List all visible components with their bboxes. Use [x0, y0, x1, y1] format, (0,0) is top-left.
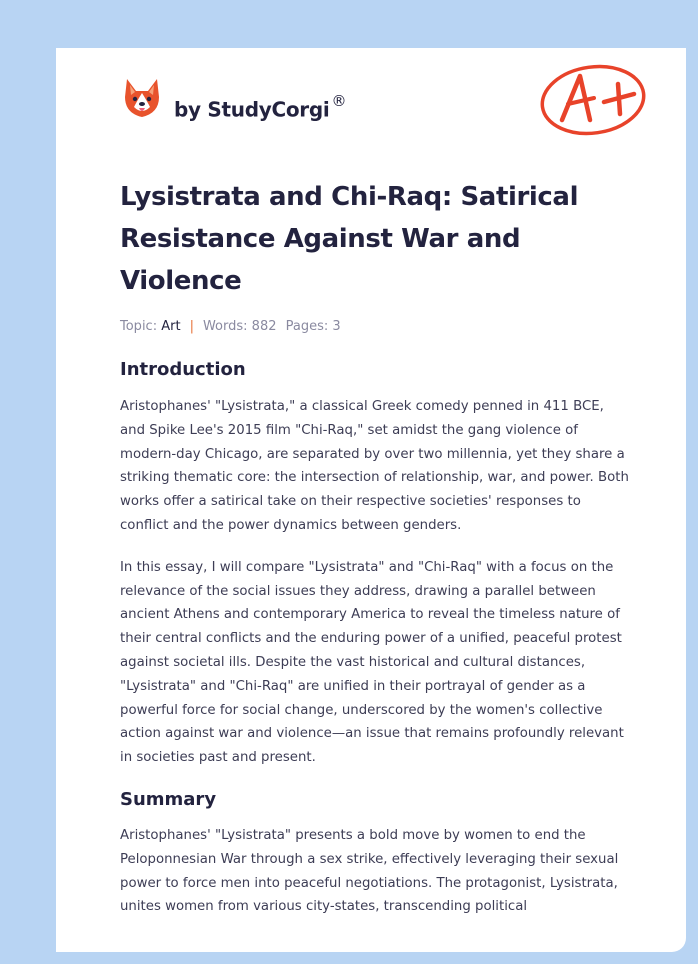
- header: [56, 48, 686, 158]
- topic-label: Topic:: [120, 319, 158, 334]
- document-content: [120, 176, 632, 919]
- document-meta: [120, 319, 632, 334]
- words-count: 882: [251, 319, 277, 334]
- paragraph: Aristophanes' "Lysistrata" presents a bold move by women to end the Peloponnesian War through a sex strike, effectively leveraging their sexual power to force men into peaceful negotiations. The protagonist, Lysistrata, unites women from various city-states, transcending political: [120, 827, 619, 915]
- trademark-symbol: ®: [331, 92, 347, 110]
- paragraph: Aristophanes' "Lysistrata," a classical Greek comedy penned in 411 BCE, and Spike Lee's 2015 film "Chi-Raq," set amidst the gang violence of modern-day Chicago, are separated by over two millennia, yet they share a striking thematic core: the intersection of relationship, war, and power. Both works offer a satirical take on their respective societies' responses to conflict and the power dynamics between genders.: [120, 399, 629, 533]
- brand-name[interactable]: [174, 92, 347, 122]
- page-title: Lysistrata and Chi-Raq: Satirical Resistance Against War and Violence: [120, 182, 579, 296]
- pages-count: 3: [332, 319, 341, 334]
- brand-label: by StudyCorgi: [174, 97, 330, 122]
- document-page: [56, 48, 686, 952]
- a-plus-grade-icon: [538, 58, 648, 138]
- pages-label: Pages:: [285, 319, 329, 334]
- section-heading-summary: Summary: [120, 788, 217, 810]
- corgi-icon: [122, 77, 162, 121]
- meta-separator: |: [189, 319, 194, 334]
- section-heading-introduction: Introduction: [120, 359, 246, 380]
- words-label: Words:: [202, 319, 248, 334]
- topic-link[interactable]: Art: [161, 319, 181, 334]
- paragraph: In this essay, I will compare "Lysistrata" and "Chi-Raq" with a focus on the relevance of the social issues they address, drawing a parallel between ancient Athens and contemporary America to reveal the timeless nature of their central conflicts and the enduring power of a unified, peaceful protest against societal ills. Despite the vast historical and cultural distances, "Lysistrata" and "Chi-Raq" are unified in their portrayal of gender as a powerful force for social change, underscored by the women's collective action against war and violence—an issue that remains profoundly relevant in societies past and present.: [120, 559, 624, 766]
